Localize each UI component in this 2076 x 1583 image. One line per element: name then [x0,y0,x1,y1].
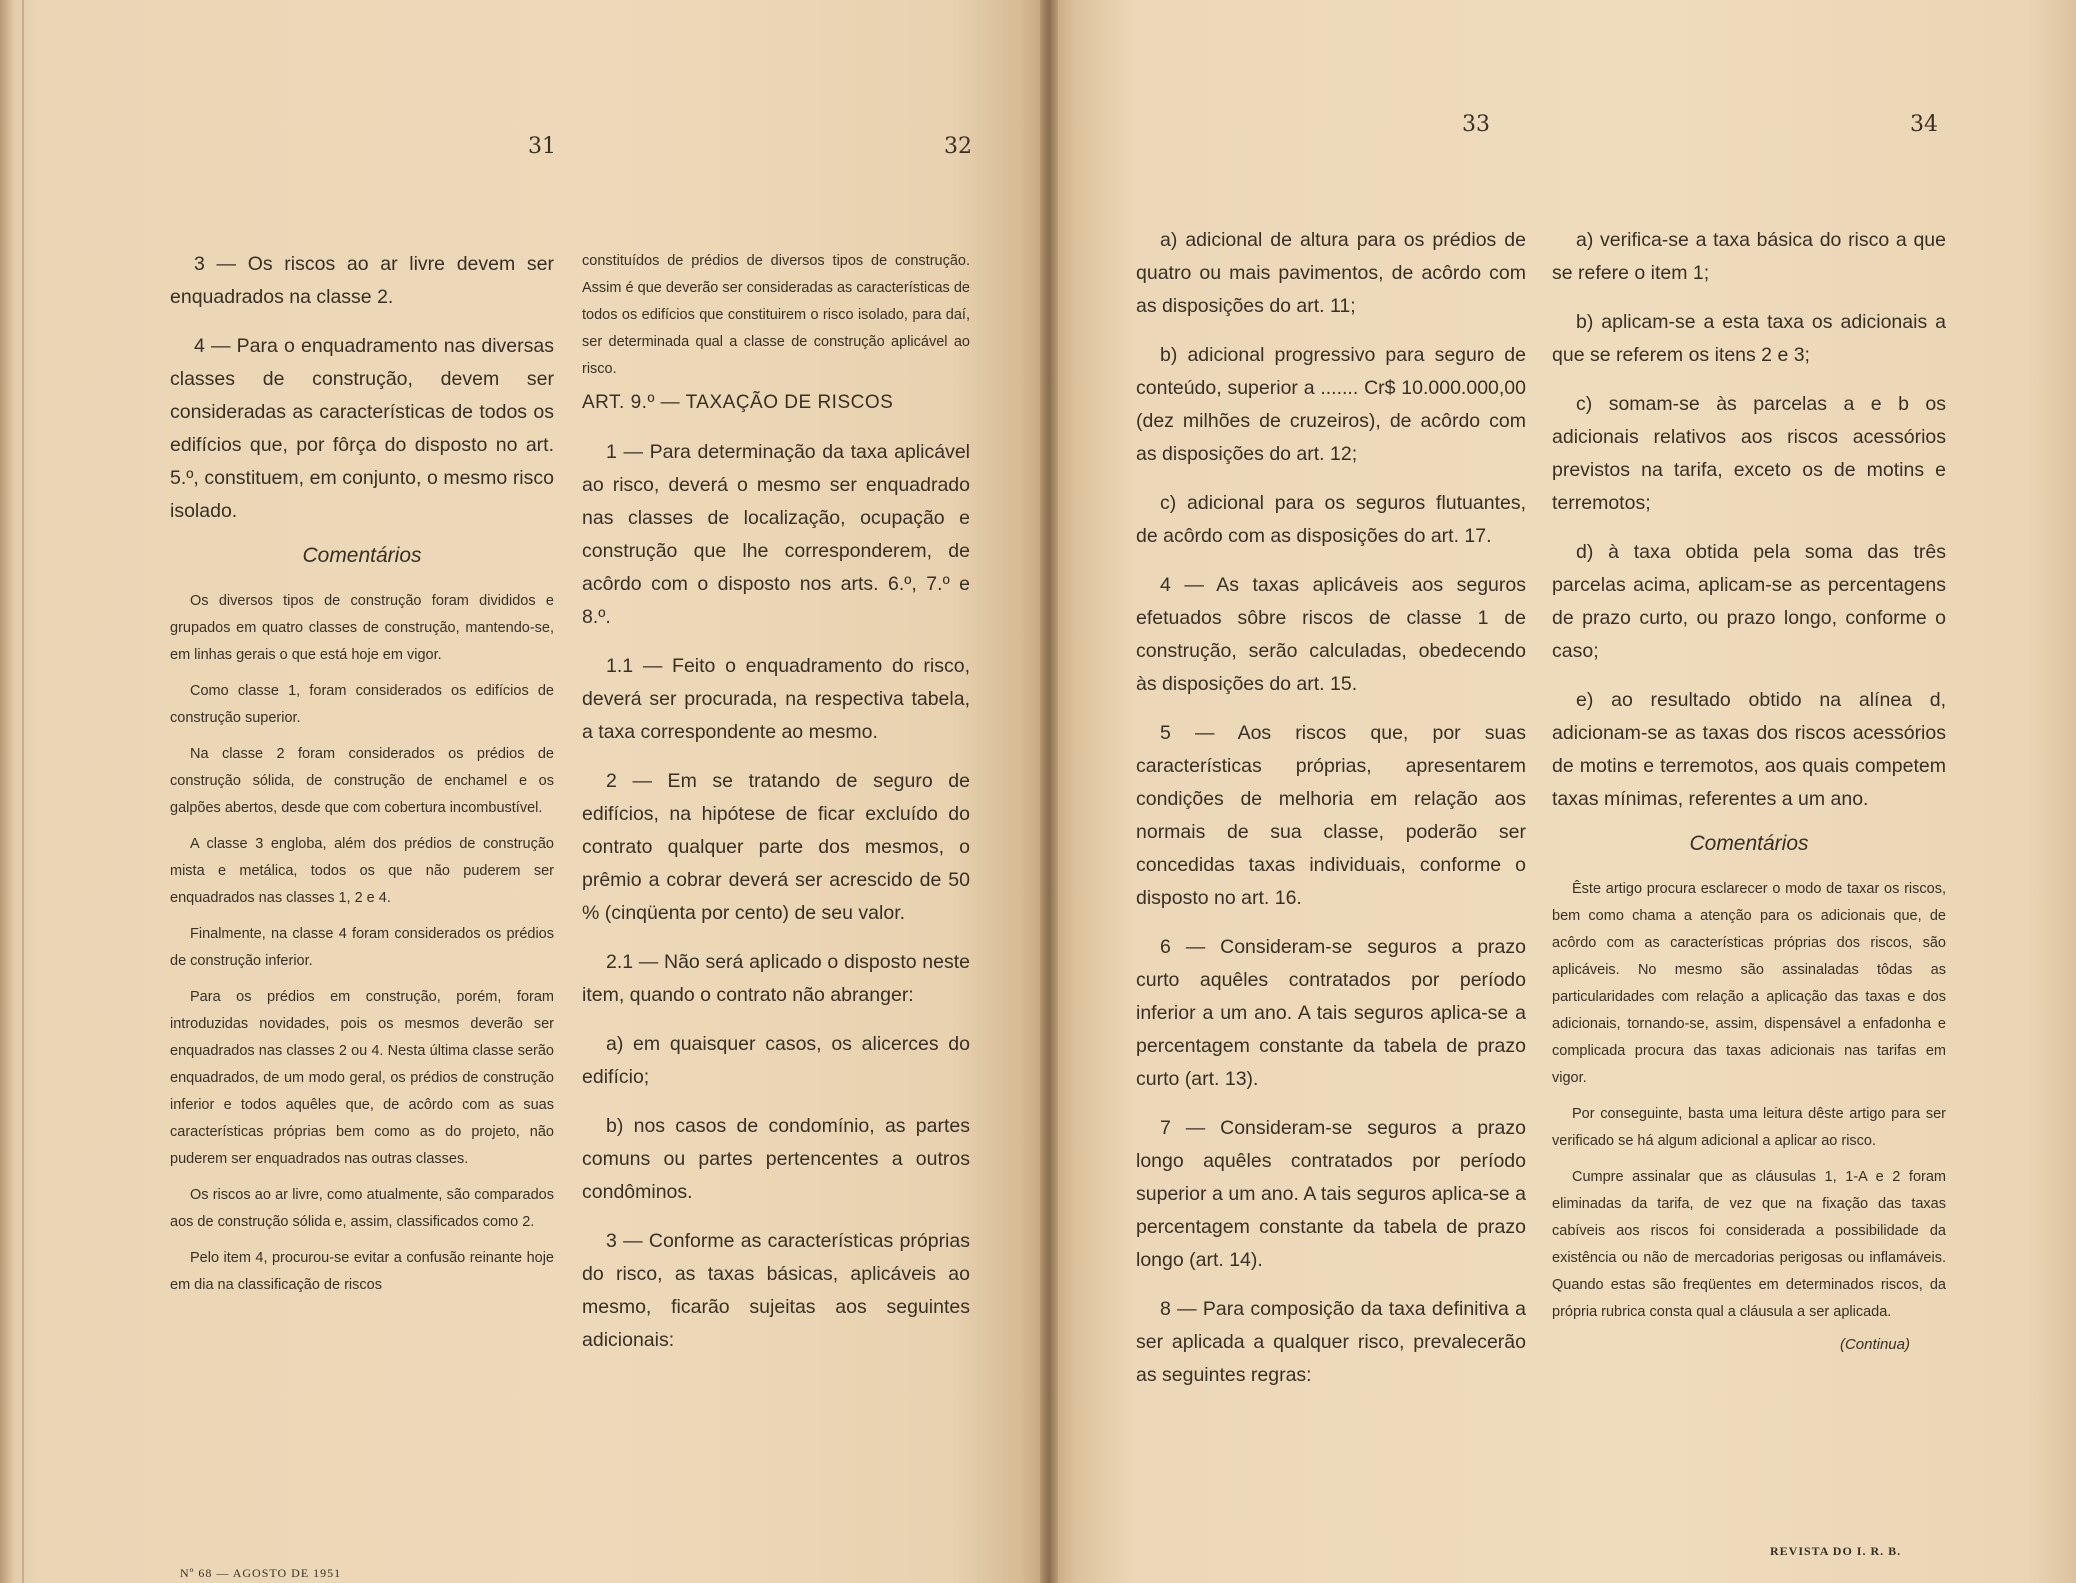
page-number-34: 34 [1910,112,1938,137]
column-32-body [582,436,970,1357]
page-gutter [1040,0,1058,1583]
page-number-33: 33 [1462,112,1490,137]
paragraph: a) verifica-se a taxa básica do risco a que se refere o item 1; [1552,229,1946,284]
paragraph: 3 — Conforme as características próprias do risco, as taxas básicas, aplicáveis ao mesmo, ficarão sujeitas aos seguintes adicionais: [582,1230,970,1351]
paragraph: c) adicional para os seguros flutuantes, de acôrdo com as disposições do art. 17. [1136,492,1526,547]
column-31 [170,248,554,1308]
page-number-32: 32 [944,134,972,159]
paragraph: 4 — As taxas aplicáveis aos seguros efetuados sôbre riscos de classe 1 de construção, serão calculadas, obedecendo às disposições do art. 15. [1136,574,1526,695]
comments-heading: Comentários [1689,832,1809,855]
issue-footer: Nº 68 — AGOSTO DE 1951 [180,1566,342,1580]
comments-body [170,588,554,1299]
paragraph: 2 — Em se tratando de seguro de edifícios, na hipótese de ficar excluído do contrato qualquer parte dos mesmos, o prêmio a cobrar deverá ser acrescido de 50 % (cinqüenta por cento) de seu valor. [582,770,970,924]
paragraph: 2.1 — Não será aplicado o disposto neste item, quando o contrato não abranger: [582,951,970,1006]
page-edge [22,0,24,1583]
paragraph: 7 — Consideram-se seguros a prazo longo aquêles contratados por período superior a um ano. A tais seguros aplica-se a percentagem constante da tabela de prazo longo (art. 14). [1136,1117,1526,1271]
paragraph: a) adicional de altura para os prédios de quatro ou mais pavimentos, de acôrdo com as disposições do art. 11; [1136,229,1526,317]
column-34 [1552,224,1946,1353]
column-34-body [1552,224,1946,816]
paragraph: 5 — Aos riscos que, por suas características próprias, apresentarem condições de melhoria em relação aos normais de sua classe, poderão ser concedidas taxas individuais, conforme o disposto no art. 16. [1136,722,1526,909]
column-32 [582,248,970,1373]
comment-paragraph: Os diversos tipos de construção foram divididos e grupados em quatro classes de construção, mantendo-se, em linhas gerais o que está hoje em vigor. [170,593,554,663]
comment-paragraph: Como classe 1, foram considerados os edifícios de construção superior. [170,683,554,726]
comment-paragraph: Pelo item 4, procurou-se evitar a confusão reinante hoje em dia na classificação de riscos [170,1250,554,1293]
comment-paragraph: Cumpre assinalar que as cláusulas 1, 1-A e 2 foram eliminadas da tarifa, de vez que na fixação das taxas cabíveis aos riscos foi considerada a possibilidade da existência ou não de mercadorias perigosas ou inflamáveis. Quando estas são freqüentes em determinados riscos, da própria rubrica consta qual a cláusula a ser aplicada. [1552,1169,1946,1320]
column-31-body [170,248,554,528]
paragraph: 8 — Para composição da taxa definitiva a ser aplicada a qualquer risco, prevalecerão as seguintes regras: [1136,1298,1526,1386]
column-33 [1136,224,1526,1408]
comment-paragraph: Êste artigo procura esclarecer o modo de taxar os riscos, bem como chama a atenção para os adicionais que, de acôrdo com as características próprias dos riscos, são aplicáveis. No mesmo são assinaladas tôdas as particularidades com relação a aplicação das taxas e dos adicionais, tornando-se, assim, dispensável a enfadonha e complicada procura das taxas adicionais nas tarifas em vigor. [1552,881,1946,1086]
comment-paragraph: Para os prédios em construção, porém, foram introduzidas novidades, pois os mesmos deverão ser enquadrados nas classes 2 ou 4. Nesta última classe serão enquadrados, de um modo geral, os prédios de construção inferior e todos aquêles que, de acôrdo com as suas características próprias bem como as do projeto, não puderem ser enquadrados nas outras classes. [170,989,554,1167]
comments-heading: Comentários [302,544,422,567]
comment-paragraph: constituídos de prédios de diversos tipos de construção. Assim é que deverão ser consideradas as características de todos os edifícios que constituirem o risco isolado, para daí, ser determinada qual a classe de construção aplicável ao risco. [582,253,970,377]
paragraph: 1 — Para determinação da taxa aplicável ao risco, deverá o mesmo ser enquadrado nas classes de localização, ocupação e construção que lhe corresponderem, de acôrdo com o disposto nos arts. 6.º, 7.º e 8.º. [582,441,970,628]
paragraph: b) nos casos de condomínio, as partes comuns ou partes pertencentes a outros condôminos. [582,1115,970,1203]
continued-note: (Continua) [1839,1336,1910,1353]
column-33-body [1136,224,1526,1392]
comment-paragraph: Na classe 2 foram considerados os prédios de construção sólida, de construção de enchamel e os galpões abertos, desde que com cobertura incombustível. [170,746,554,816]
comment-paragraph: Finalmente, na classe 4 foram considerados os prédios de construção inferior. [170,926,554,969]
paragraph: 4 — Para o enquadramento nas diversas classes de construção, devem ser consideradas as características de todos os edifícios que, por fôrça do disposto no art. 5.º, constituem, em conjunto, o mesmo risco isolado. [170,335,554,522]
paragraph: c) somam-se às parcelas a e b os adicionais relativos aos riscos acessórios previstos na tarifa, exceto os de motins e terremotos; [1552,393,1946,514]
column-32-intro [582,248,970,383]
paragraph: 6 — Consideram-se seguros a prazo curto aquêles contratados por período inferior a um ano. A tais seguros aplica-se a percentagem constante da tabela de prazo curto (art. 13). [1136,936,1526,1090]
paragraph: 3 — Os riscos ao ar livre devem ser enquadrados na classe 2. [170,253,554,308]
comment-paragraph: Os riscos ao ar livre, como atualmente, são comparados aos de construção sólida e, assim, classificados como 2. [170,1187,554,1230]
article-heading: ART. 9.º — TAXAÇÃO DE RISCOS [582,392,894,413]
paragraph: 1.1 — Feito o enquadramento do risco, deverá ser procurada, na respectiva tabela, a taxa correspondente ao mesmo. [582,655,970,743]
paragraph: e) ao resultado obtido na alínea d, adicionam-se as taxas dos riscos acessórios de motins e terremotos, aos quais competem taxas mínimas, referentes a um ano. [1552,689,1946,810]
page-number-31: 31 [528,134,556,159]
paragraph: b) adicional progressivo para seguro de conteúdo, superior a ....... Cr$ 10.000.000,00 (dez milhões de cruzeiros), de acôrdo com as disposições do art. 12; [1136,344,1526,465]
paragraph: a) em quaisquer casos, os alicerces do edifício; [582,1033,970,1088]
comment-paragraph: Por conseguinte, basta uma leitura dêste artigo para ser verificado se há algum adicional a aplicar ao risco. [1552,1106,1946,1149]
paragraph: d) à taxa obtida pela soma das três parcelas acima, aplicam-se as percentagens de prazo curto, ou prazo longo, conforme o caso; [1552,541,1946,662]
comment-paragraph: A classe 3 engloba, além dos prédios de construção mista e metálica, todos os que não puderem ser enquadrados nas classes 1, 2 e 4. [170,836,554,906]
right-page [1048,0,2076,1583]
paragraph: b) aplicam-se a esta taxa os adicionais a que se referem os itens 2 e 3; [1552,311,1946,366]
comments-body [1552,876,1946,1326]
journal-footer: REVISTA DO I. R. B. [1770,1544,1902,1558]
